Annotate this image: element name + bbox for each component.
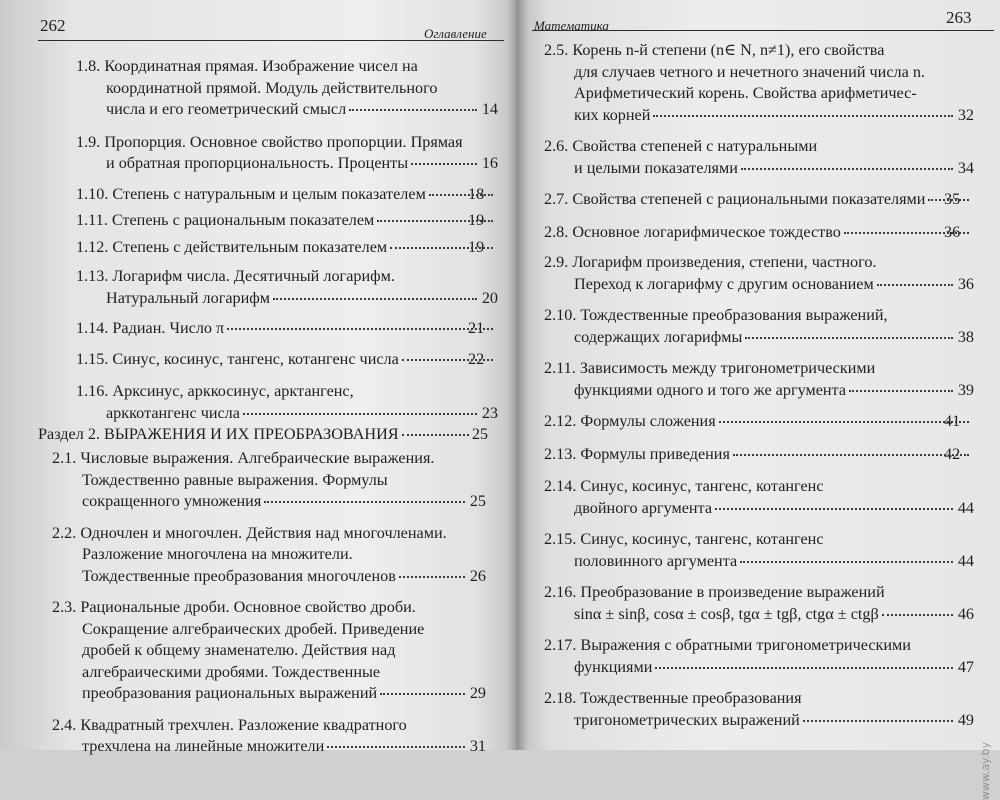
toc-entry-line: 1.9. Пропорция. Основное свойство пропорции. Прямая xyxy=(76,132,463,151)
section-label: Раздел 2. ВЫРАЖЕНИЯ И ИХ ПРЕОБРАЗОВАНИЯ xyxy=(38,425,399,443)
toc-entry-line: 2.14. Синус, косинус, тангенс, котангенс xyxy=(544,477,824,495)
leader-dots xyxy=(399,576,465,578)
toc-entry-text: двойного аргумента xyxy=(574,498,713,517)
toc-entry-line xyxy=(574,657,974,679)
toc-page-number: 36 xyxy=(957,274,974,293)
toc-page-number: 26 xyxy=(469,566,486,585)
toc-entry xyxy=(544,444,974,466)
toc-page-number: 32 xyxy=(957,105,974,124)
toc-entry-text: числа и его геометрический смысл xyxy=(106,100,347,118)
running-title-left: Оглавление xyxy=(424,26,487,41)
toc-entry xyxy=(544,529,974,572)
toc-entry-text: Переход к логарифму с другим основанием xyxy=(574,274,874,293)
toc-entry xyxy=(76,349,498,371)
toc-entry-line: Сокращение алгебраических дробей. Приведение xyxy=(82,619,425,638)
toc-page-number: 25 xyxy=(469,492,486,510)
toc-entry xyxy=(544,40,974,126)
toc-page-number: 16 xyxy=(481,154,498,172)
toc-entry-line: 2.5. Корень n-й степени (n∈ N, n≠1), его свойства xyxy=(544,41,885,59)
leader-dots xyxy=(429,194,493,196)
leader-dots xyxy=(733,454,969,456)
leader-dots xyxy=(928,199,969,201)
leader-dots xyxy=(882,614,953,616)
toc-entry-line xyxy=(574,105,974,127)
toc-entry-text: функциями xyxy=(574,657,653,676)
toc-entry-line: 1.10. Степень с натуральным и целым показателем 18 xyxy=(106,184,498,206)
toc-entry-text: 1.14. Радиан. Число π xyxy=(76,319,225,337)
toc-entry-text: 1.10. Степень с натуральным и целым показателем xyxy=(76,184,426,203)
leader-dots xyxy=(377,220,493,222)
toc-entry-line: Тождественно равные выражения. Формулы xyxy=(82,470,388,489)
toc-entry-line xyxy=(574,380,974,402)
leader-dots xyxy=(655,667,952,669)
leader-dots xyxy=(402,359,493,361)
toc-entry-line: 2.8. Основное логарифмическое тождество 36 xyxy=(574,222,974,244)
toc-entry-line: 1.8. Координатная прямая. Изображение чисел на xyxy=(76,57,418,75)
toc-entry-line: 2.3. Рациональные дроби. Основное свойство дроби. xyxy=(52,598,416,616)
toc-entry-text: содержащих логарифмы xyxy=(574,327,743,346)
toc-entry-text: 2.12. Формулы сложения xyxy=(544,412,716,430)
toc-list-left xyxy=(76,56,498,424)
toc-page-number: 34 xyxy=(957,158,974,177)
toc-entry-line xyxy=(574,158,974,180)
toc-entry xyxy=(76,184,498,206)
toc-entry-text: Натуральный логарифм xyxy=(106,288,271,307)
leader-dots xyxy=(411,163,477,165)
section-page: 25 xyxy=(471,425,488,443)
toc-entry-line: 1.13. Логарифм числа. Десятичный логарифм. xyxy=(76,267,395,285)
leader-dots xyxy=(380,693,465,695)
toc-entry xyxy=(544,305,974,348)
section-heading xyxy=(38,424,488,446)
toc-entry-line xyxy=(574,498,974,520)
toc-entry-line xyxy=(106,99,498,121)
leader-dots xyxy=(402,434,469,436)
toc-entry-line: 2.9. Логарифм произведения, степени, частного. xyxy=(544,253,877,271)
toc-page-number: 39 xyxy=(957,380,974,399)
leader-dots xyxy=(803,720,953,722)
toc-entry-line: 2.4. Квадратный трехчлен. Разложение квадратного xyxy=(52,715,407,734)
toc-entry-line xyxy=(106,288,498,310)
toc-page-number: 31 xyxy=(469,737,486,755)
running-title-right: Математика xyxy=(534,18,609,33)
toc-entry-line xyxy=(574,274,974,296)
toc-entry-line xyxy=(106,153,498,175)
toc-entry xyxy=(76,132,498,175)
toc-page-number: 20 xyxy=(481,288,498,307)
toc-entry-text: 2.8. Основное логарифмическое тождество xyxy=(544,222,841,241)
toc-entry-line: 1.14. Радиан. Число π 21 xyxy=(106,318,498,340)
toc-entry-line: 2.17. Выражения с обратными тригонометрическими xyxy=(544,636,911,654)
right-header xyxy=(516,0,1000,42)
toc-entry-line: 2.2. Одночлен и многочлен. Действия над многочленами. xyxy=(52,523,447,542)
leader-dots xyxy=(264,501,465,503)
toc-page-number: 38 xyxy=(957,327,974,346)
toc-page-number: 44 xyxy=(957,498,974,517)
toc-entry xyxy=(544,476,974,519)
header-rule-left xyxy=(38,40,504,41)
toc-page-number: 23 xyxy=(481,403,498,422)
watermark: www.ay.by xyxy=(979,742,992,800)
toc-entry-line: 2.6. Свойства степеней с натуральными xyxy=(544,137,818,155)
toc-entry-line xyxy=(82,566,486,588)
toc-entry-line: 2.1. Числовые выражения. Алгебраические выражения. xyxy=(52,449,435,467)
leader-dots xyxy=(243,413,477,415)
right-page xyxy=(516,0,1000,800)
toc-list-right xyxy=(544,40,974,731)
toc-entry-text: функциями одного и того же аргумента xyxy=(574,380,847,399)
toc-entry-line: 2.12. Формулы сложения 41 xyxy=(574,411,974,433)
toc-entry-line: 1.12. Степень с действительным показателем 19 xyxy=(106,237,498,259)
toc-entry xyxy=(76,266,498,309)
leader-dots xyxy=(349,109,477,111)
page-number-right: 263 xyxy=(946,8,972,27)
toc-page-number: 44 xyxy=(957,551,974,570)
toc-entry-text: тригонометрических выражений xyxy=(574,710,800,729)
toc-entry-line: 1.16. Арксинус, арккосинус, арктангенс, xyxy=(76,382,354,400)
toc-entry xyxy=(544,358,974,401)
toc-page-number: 49 xyxy=(957,710,974,729)
leader-dots xyxy=(719,421,969,423)
toc-entry xyxy=(544,688,974,731)
toc-entry xyxy=(544,136,974,179)
leader-dots xyxy=(745,337,952,339)
left-page xyxy=(0,0,516,755)
toc-entry xyxy=(544,635,974,678)
toc-entry-line: для случаев четного и нечетного значений числа n. xyxy=(574,62,925,81)
toc-entry xyxy=(544,189,974,211)
toc-entry-line: координатной прямой. Модуль действительного xyxy=(106,78,438,97)
leader-dots xyxy=(877,284,953,286)
toc-page-number: 46 xyxy=(957,604,974,623)
toc-entry-text: 1.15. Синус, косинус, тангенс, котангенс числа xyxy=(76,349,399,368)
leader-dots xyxy=(849,390,953,392)
toc-entry-line: 2.13. Формулы приведения 42 xyxy=(574,444,974,466)
toc-entry-text: арккотангенс числа xyxy=(106,403,240,422)
header-rule-right xyxy=(532,30,994,31)
toc-entry xyxy=(76,210,498,232)
toc-entry xyxy=(76,56,498,121)
toc-entry-line: 2.16. Преобразование в произведение выражений xyxy=(544,583,885,601)
toc-page-number: 14 xyxy=(481,100,498,118)
toc-entry-line xyxy=(106,403,498,425)
leader-dots xyxy=(273,298,477,300)
toc-entry xyxy=(76,318,498,340)
leader-dots xyxy=(390,247,493,249)
toc-entry-line xyxy=(574,604,974,626)
toc-entry-line xyxy=(82,736,486,758)
leader-dots xyxy=(740,561,953,563)
toc-list-left-section2 xyxy=(52,448,486,758)
toc-entry xyxy=(52,597,486,705)
toc-entry-line: Арифметический корень. Свойства арифметичес- xyxy=(574,84,917,102)
toc-entry xyxy=(76,237,498,259)
toc-entry-text: sinα ± sinβ, cosα ± cosβ, tgα ± tgβ, ctgα ± ctgβ xyxy=(574,604,879,623)
toc-entry-text: трехчлена на линейные множители xyxy=(82,737,325,755)
toc-entry xyxy=(52,715,486,758)
toc-entry-line: 2.10. Тождественные преобразования выражений, xyxy=(544,306,888,324)
leader-dots xyxy=(227,328,493,330)
toc-entry-line: 2.7. Свойства степеней с рациональными показателями 35 xyxy=(574,189,974,211)
toc-entry-text: и целыми показателями xyxy=(574,158,738,177)
leader-dots xyxy=(715,508,953,510)
toc-entry-text: 1.12. Степень с действительным показателем xyxy=(76,237,388,256)
toc-entry-line: алгебраическими дробями. Тождественные xyxy=(82,662,381,681)
toc-entry-line xyxy=(574,551,974,573)
toc-entry-line: 2.15. Синус, косинус, тангенс, котангенс xyxy=(544,530,824,548)
toc-page-number: 29 xyxy=(469,684,486,702)
toc-entry-text: Тождественные преобразования многочленов xyxy=(82,566,396,585)
toc-entry-line: Разложение многочлена на множители. xyxy=(82,545,353,563)
toc-entry-line xyxy=(82,683,486,705)
leader-dots xyxy=(741,168,953,170)
leader-dots xyxy=(327,746,465,748)
toc-entry xyxy=(76,381,498,424)
toc-entry-text: 2.7. Свойства степеней с рациональными показателями xyxy=(544,190,926,208)
toc-entry xyxy=(544,582,974,625)
left-header xyxy=(0,0,516,42)
toc-entry-text: половинного аргумента xyxy=(574,551,738,570)
page-number-left: 262 xyxy=(40,16,66,35)
toc-entry-text: 2.13. Формулы приведения xyxy=(544,444,730,463)
toc-entry-line: 2.11. Зависимость между тригонометрическими xyxy=(544,359,876,377)
toc-entry-text: и обратная пропорциональность. Проценты xyxy=(106,154,409,172)
toc-entry xyxy=(52,448,486,513)
toc-entry-text: сокращенного умножения xyxy=(82,492,262,510)
leader-dots xyxy=(844,232,969,234)
leader-dots xyxy=(653,115,952,117)
toc-entry-line: дробей к общему знаменателю. Действия над xyxy=(82,641,396,659)
toc-entry-line: 1.15. Синус, косинус, тангенс, котангенс числа 22 xyxy=(106,349,498,371)
toc-entry-text: 1.11. Степень с рациональным показателем xyxy=(76,211,375,229)
toc-entry-text: ких корней xyxy=(574,105,651,124)
toc-entry-text: преобразования рациональных выражений xyxy=(82,684,378,702)
toc-entry xyxy=(544,411,974,433)
toc-entry-line: 2.18. Тождественные преобразования xyxy=(544,689,802,707)
toc-entry xyxy=(544,252,974,295)
toc-entry-line xyxy=(574,327,974,349)
toc-entry-line: 1.11. Степень с рациональным показателем 19 xyxy=(106,210,498,232)
toc-entry-line xyxy=(574,710,974,732)
toc-entry xyxy=(544,222,974,244)
toc-entry xyxy=(52,523,486,588)
toc-entry-line xyxy=(82,491,486,513)
toc-page-number: 47 xyxy=(957,657,974,676)
